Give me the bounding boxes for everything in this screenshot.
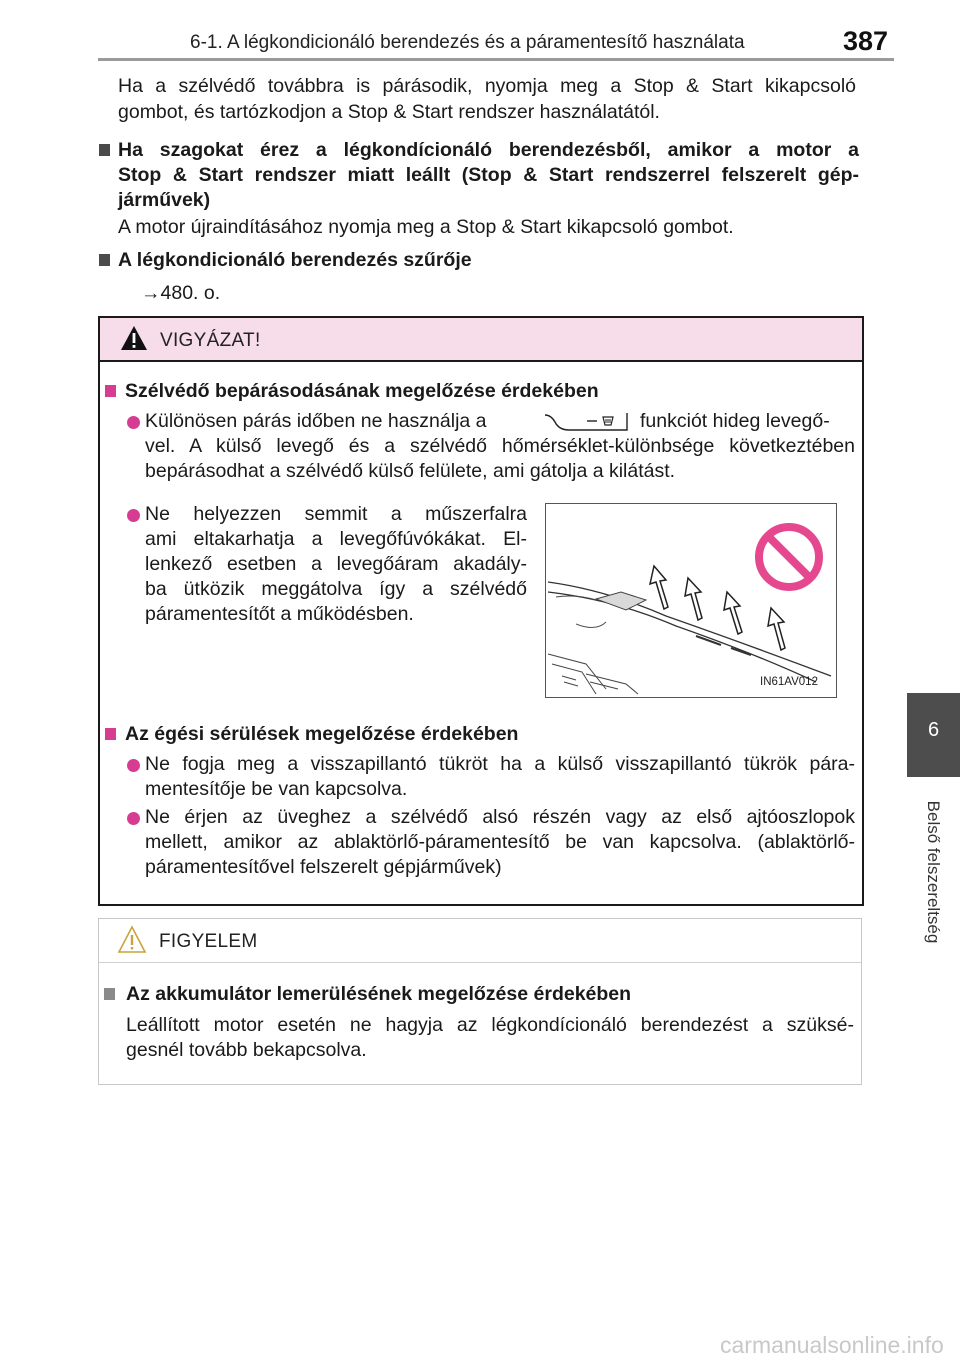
smell-heading-line-1: Ha szagokat érez a légkondícionáló berendezésből, amikor a motor a	[118, 139, 859, 161]
burn-bullet-1-line-2: mentesítője be van kapcsolva.	[145, 778, 408, 800]
bullet-dot	[127, 759, 140, 772]
fog-bullet-1-part-1: Különösen párás időben ne használja a	[145, 410, 487, 432]
bullet-dot	[127, 416, 140, 429]
intro-line-1: Ha a szélvédő továbbra is párásodik, nyomja meg a Stop & Start kikapcsoló	[118, 75, 856, 97]
dashboard-illustration	[545, 503, 837, 698]
burn-bullet-2-line-2: mellett, amikor az ablaktörlő-páramentesítő be van kapcsolva. (ablaktörlő-	[145, 831, 855, 853]
smell-heading-line-3: járművek)	[118, 189, 211, 211]
dashboard-drawing	[546, 504, 836, 697]
bullet-dot	[127, 509, 140, 522]
header-divider	[98, 58, 894, 61]
notice-box	[98, 918, 862, 1085]
burn-bullet-2-line-3: páramentesítővel felszerelt gépjárművek)	[145, 856, 502, 878]
intro-line-2: gombot, és tartózkodjon a Stop & Start rendszer használatától.	[118, 101, 660, 123]
subsection-bullet-square	[104, 988, 115, 1000]
fog-bullet-2-line-2: ami eltakarhatja a levegőfúvókákat. El-	[145, 528, 527, 550]
fog-bullet-2-line-5: páramentesítőt a működésben.	[145, 603, 414, 625]
filter-page-reference[interactable]: →480. o.	[141, 282, 221, 304]
fog-bullet-1-part-2: funkciót hideg levegő-	[640, 410, 830, 432]
notice-heading: Az akkumulátor lemerülésének megelőzése érdekében	[126, 983, 632, 1005]
prohibition-icon	[759, 527, 819, 587]
fog-bullet-2-line-3: lenkező esetben a levegőáram akadály-	[145, 553, 527, 575]
subsection-bullet-square	[105, 385, 116, 397]
smell-heading-line-2: Stop & Start rendszer miatt leállt (Stop & Start rendszerrel felszerelt gép-	[118, 164, 859, 186]
chapter-tab-label: Belső felszereltség	[924, 800, 943, 944]
smell-body: A motor újraindításához nyomja meg a Stop & Start kikapcsoló gombot.	[118, 216, 734, 238]
fog-bullet-1-line-3: bepárásodhat a szélvédő külső felülete, ami gátolja a kilátást.	[145, 460, 676, 482]
chapter-title: 6-1. A légkondicionáló berendezés és a páramentesítő használata	[190, 32, 745, 53]
subsection-bullet-square	[105, 728, 116, 740]
caution-header	[100, 318, 862, 362]
burn-bullet-1-line-1: Ne fogja meg a visszapillantó tükröt ha a külső visszapillantó tükrök pára-	[145, 753, 855, 775]
filter-heading: A légkondicionáló berendezés szűrője	[118, 249, 472, 271]
notice-line-2: gesnél tovább bekapcsolva.	[126, 1039, 367, 1061]
notice-label: FIGYELEM	[159, 931, 258, 952]
page-header	[0, 0, 960, 60]
burn-bullet-2-line-1: Ne érjen az üveghez a szélvédő alsó részén vagy az első ajtóoszlopok	[145, 806, 855, 828]
fog-heading: Szélvédő bepárásodásának megelőzése érdekében	[125, 380, 599, 402]
illustration-code: IN61AV012	[760, 676, 818, 688]
chapter-tab[interactable]	[907, 693, 960, 777]
notice-header	[99, 919, 861, 963]
fog-bullet-1-line-2: vel. A külső levegő és a szélvédő hőmérséklet-különbsége következtében	[145, 435, 855, 457]
chapter-tab-number: 6	[927, 719, 940, 741]
burn-heading: Az égési sérülések megelőzése érdekében	[125, 723, 519, 745]
notice-line-1: Leállított motor esetén ne hagyja az légkondícionáló berendezést a szüksé-	[126, 1014, 854, 1036]
warning-triangle-icon	[117, 925, 147, 955]
defroster-button-icon	[543, 410, 629, 434]
caution-label: VIGYÁZAT!	[160, 330, 261, 351]
page-number: 387	[843, 26, 889, 56]
section-bullet-square	[99, 144, 110, 156]
warning-triangle-icon	[120, 324, 148, 352]
watermark-logo: carmanualsonline.info	[720, 1332, 944, 1358]
fog-bullet-2-line-1: Ne helyezzen semmit a műszerfalra	[145, 503, 527, 525]
section-bullet-square	[99, 254, 110, 266]
fog-bullet-2-line-4: ba ütközik meggátolva így a szélvédő	[145, 578, 527, 600]
bullet-dot	[127, 812, 140, 825]
